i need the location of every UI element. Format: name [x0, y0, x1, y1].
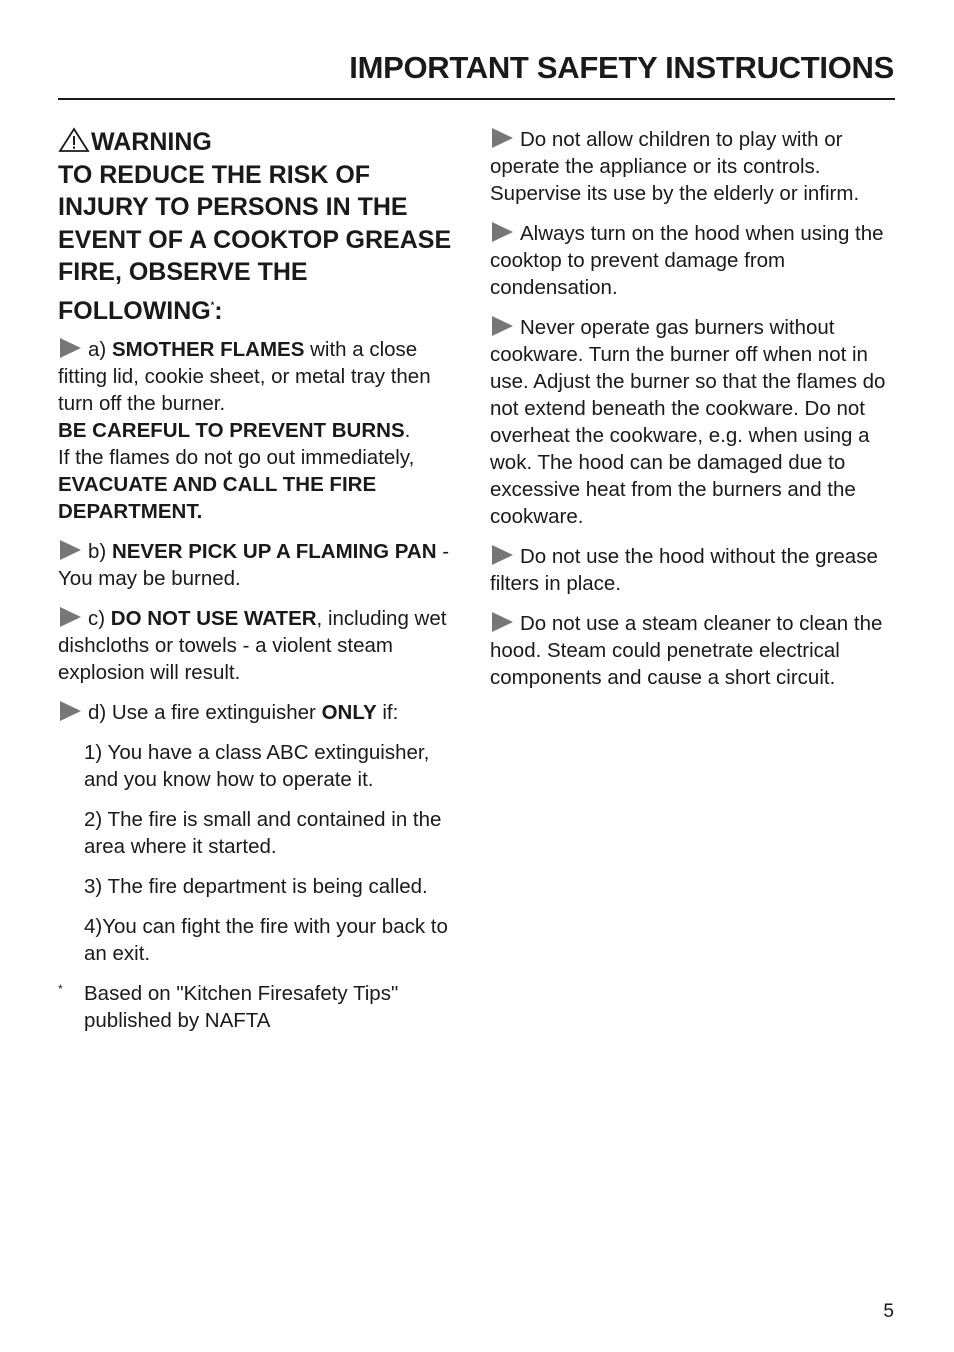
- instruction-d: [58, 699, 462, 726]
- instruction-c-bold: DO NOT USE WATER: [110, 607, 317, 630]
- instruction-c-prefix: c): [88, 607, 111, 630]
- footnote-mark: *: [58, 982, 63, 996]
- instruction-b-bold: NEVER PICK UP A FLAMING PAN: [111, 540, 437, 563]
- instruction-text: Do not allow children to play with or operate the appliance or its controls. Supervise its use by the elderly or infirm.: [490, 128, 860, 205]
- instruction-d-text: if:: [376, 701, 399, 724]
- right-triangle-bullet-icon: [58, 337, 82, 359]
- instruction-d-bold: ONLY: [321, 701, 377, 724]
- careful-warning: BE CAREFUL TO PREVENT BURNS: [58, 419, 405, 442]
- condition-item: 1) You have a class ABC extinguisher, and you know how to operate it.: [84, 741, 430, 791]
- footnote-text: Based on "Kitchen Firesafety Tips" published by NAFTA: [84, 982, 399, 1032]
- condition-item: 3) The fire department is being called.: [84, 875, 428, 898]
- instruction-text: Always turn on the hood when using the cooktop to prevent damage from condensation.: [490, 222, 884, 299]
- right-triangle-bullet-icon: [490, 315, 514, 337]
- evacuate-warning: EVACUATE AND CALL THE FIRE DEPARTMENT.: [58, 473, 377, 523]
- warning-heading-text: TO REDUCE THE RISK OF INJURY TO PERSONS IN THE EVENT OF A COOKTOP GREASE FIRE, OBSERVE THE FOLLOWING: [58, 160, 452, 325]
- warning-label: WARNING: [91, 128, 212, 156]
- warning-triangle-icon: [58, 127, 90, 153]
- warning-heading: [58, 126, 462, 327]
- instruction-a-text: with a close fitting lid, cookie sheet, or metal tray then turn off the burner.: [58, 338, 431, 415]
- instruction-a: [58, 336, 462, 525]
- instruction-text: Do not use the hood without the grease filters in place.: [490, 545, 878, 595]
- instruction-c-text: , including wet dishcloths or towels - a violent steam explosion will result.: [58, 607, 447, 684]
- instruction-gas-burners: [490, 314, 894, 530]
- instruction-children: [490, 126, 894, 207]
- instruction-grease-filters: [490, 543, 894, 597]
- footnote: [58, 980, 462, 1034]
- footnote-marker: *: [210, 299, 215, 310]
- page-number: 5: [883, 1301, 894, 1322]
- right-triangle-bullet-icon: [58, 539, 82, 561]
- page-title: IMPORTANT SAFETY INSTRUCTIONS: [349, 50, 894, 85]
- right-triangle-bullet-icon: [490, 611, 514, 633]
- instruction-d-prefix: d) Use a fire extinguisher: [88, 701, 322, 724]
- title-divider: [58, 98, 895, 100]
- instruction-a-prefix: a): [88, 338, 112, 361]
- right-column: [490, 126, 894, 704]
- instruction-text: Never operate gas burners without cookware. Turn the burner off when not in use. Adjust the burner so that the flames do not extend beneath the cookware. Do not overheat the cookware, e.g. when using a wok. The hood can be damaged due to excessive heat from the burners and the cookware.: [490, 316, 886, 528]
- instruction-b-prefix: b): [88, 540, 112, 563]
- right-triangle-bullet-icon: [490, 544, 514, 566]
- condition-item: 4)You can fight the fire with your back to an exit.: [84, 915, 448, 965]
- right-triangle-bullet-icon: [58, 700, 82, 722]
- instruction-c: [58, 605, 462, 686]
- left-column: [58, 126, 462, 1034]
- instruction-hood-on: [490, 220, 894, 301]
- instruction-text: Do not use a steam cleaner to clean the hood. Steam could penetrate electrical components and cause a short circuit.: [490, 612, 883, 689]
- instruction-b: [58, 538, 462, 592]
- right-triangle-bullet-icon: [490, 127, 514, 149]
- instruction-b-text: - You may be burned.: [58, 540, 450, 590]
- instruction-a-bold: SMOTHER FLAMES: [111, 338, 305, 361]
- flames-text: If the flames do not go out immediately,: [58, 446, 415, 469]
- right-triangle-bullet-icon: [490, 221, 514, 243]
- warning-heading-colon: :: [214, 296, 223, 325]
- instruction-steam-cleaner: [490, 610, 894, 691]
- right-triangle-bullet-icon: [58, 606, 82, 628]
- careful-warning-end: .: [404, 419, 411, 442]
- condition-item: 2) The fire is small and contained in the area where it started.: [84, 808, 442, 858]
